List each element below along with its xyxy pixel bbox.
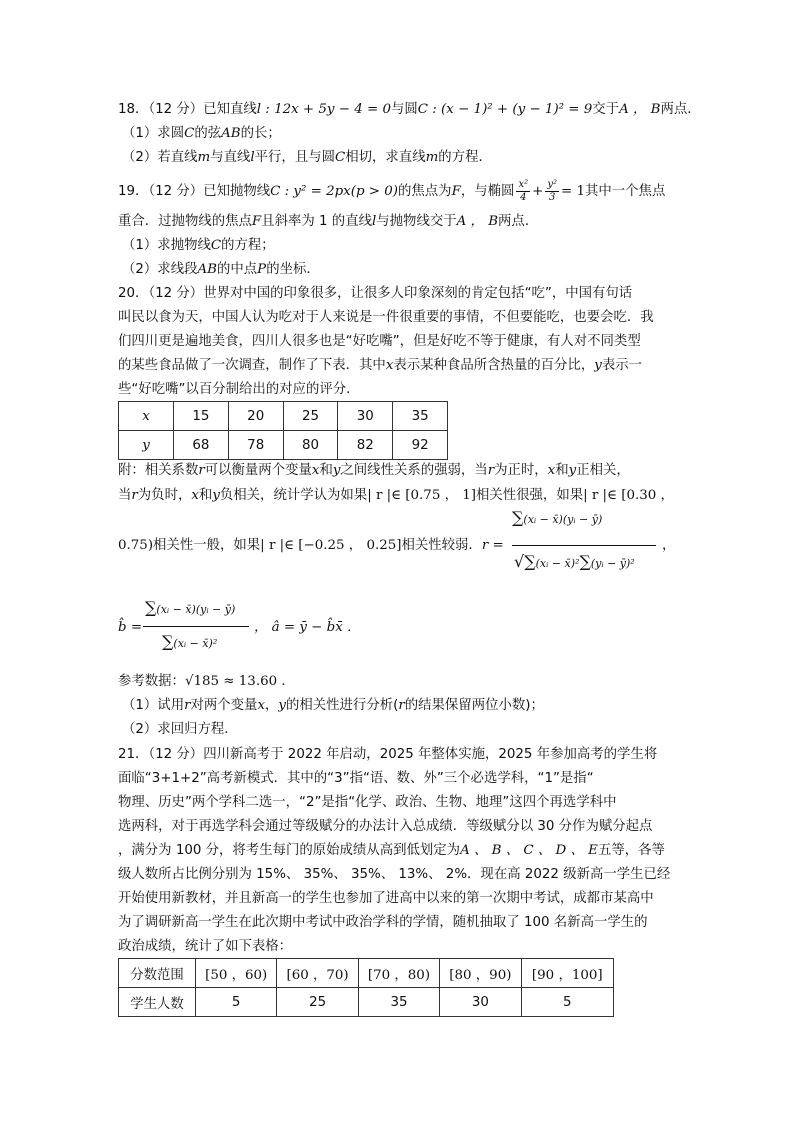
q20-line4: 的某些食品做了一次调查，制作了下表．其中x表示某种食品所含热量的百分比，y表示一 (118, 358, 642, 373)
q20-reference: 参考数据：√185 ≈ 13.60 ． (118, 674, 295, 689)
q21-line1: 21．（12 分）四川新高考于 2022 年启动，2025 年整体实施，2025 年参加高考的学生将 (118, 747, 658, 762)
r-fraction-bar (512, 545, 656, 546)
q21-line9: 政治成绩，统计了如下表格： (118, 939, 293, 954)
q20-line5: 些“好吃嘴”以百分制给出的对应的评分． (118, 382, 360, 397)
a-hat-formula: ， â = ȳ − b̂x̄ ． (254, 620, 361, 635)
q20-line2: 叫民以食为天，中国人认为吃对于人来说是一件很重要的事情，不但要能吃，也要会吃．我 (118, 310, 654, 325)
q21-line6: 级人数所占比例分别为 15%、 35%、 35%、 13%、 2%．现在高 2022 级新高一学生已经 (118, 867, 671, 882)
q18-stem: 18．（12 分）已知直线l : 12x + 5y − 4 = 0与圆C : (x − 1)² + (y − 1)² = 9交于A ， B两点． (118, 102, 701, 117)
q20-note-line3: 0.75)相关性一般，如果| r |∈ [−0.25 ， 0.25]相关性较弱．r = (118, 538, 504, 553)
q19-part1: （1）求抛物线C的方程； (122, 238, 275, 253)
b-formula-denominator: ∑(xᵢ − x̄)² (162, 632, 218, 651)
q20-part1: （1）试用r对两个变量x，y的相关性进行分析(r的结果保留两位小数)； (122, 698, 544, 713)
q20-note-line1: 附：相关系数r可以衡量两个变量x和y之间线性关系的强弱，当r为正时，x和y正相关， (118, 463, 630, 478)
q19-stem-2: 重合．过抛物线的焦点F且斜率为 1 的直线l与抛物线交于A ， B两点． (118, 214, 539, 229)
r-formula-denominator: √∑(xᵢ − x̄)²∑(yᵢ − ȳ)² (514, 552, 635, 571)
q19-stem: 19．（12 分）已知抛物线C : y² = 2px(p > 0)的焦点为F，与椭圆 $\frac{\text{x²}}{4}$ + $\frac{\text{y²}}{3}$ = 1其中一个焦点 (118, 178, 666, 203)
q19-part2: （2）求线段AB的中点P的坐标． (122, 262, 320, 277)
r-formula-numerator: ∑(xᵢ − x̄)(yᵢ − ȳ) (512, 508, 603, 527)
q18-part1: （1）求圆C的弦AB的长； (122, 126, 281, 141)
q20-line3: 们四川更是遍地美食，四川人很多也是“好吃嘴”，但是好吃不等于健康，有人对不同类型 (118, 334, 641, 349)
q20-line1: 20．（12 分）世界对中国的印象很多，让很多人印象深刻的肯定包括“吃”，中国有句话 (118, 286, 633, 301)
q21-line5: ，满分为 100 分，将考生每门的原始成绩从高到低划定为A 、 B 、 C 、 D 、 E五等，各等 (118, 843, 665, 858)
q21-line8: 为了调研新高一学生在此次期中考试中政治学科的学情，随机抽取了 100 名新高一学生的 (118, 915, 648, 930)
q20-part2: （2）求回归方程． (122, 722, 238, 737)
table-row: 学生人数 5 25 35 30 5 (119, 988, 614, 1017)
q21-line4: 选两科，对于再选学科会通过等级赋分的办法计入总成绩．等级赋分以 30 分作为赋分起点 (118, 819, 653, 834)
b-hat-label: b̂ = (118, 620, 143, 635)
q21-line2: 面临“3+1+2”高考新模式．其中的“3”指“语、数、外”三个必选学科，“1”是指“ (118, 771, 594, 786)
q21-line7: 开始使用新教材，并且新高一的学生也参加了进高中以来的第一次期中考试，成都市某高中 (118, 891, 654, 906)
r-comma: ， (662, 538, 676, 553)
b-fraction-bar (143, 626, 249, 627)
table-row: x 15 20 25 30 35 (119, 402, 448, 431)
table-row: 分数范围 [50 ，60) [60 ，70) [70 ，80) [80 ，90) [90 ，100] (119, 959, 614, 988)
q20-data-table (118, 401, 448, 460)
q20-note-line2: 当r为负时，x和y负相关，统计学认为如果| r |∈ [0.75 ， 1]相关性很强，如果| r |∈ [0.30 ， (118, 488, 674, 503)
ellipse-frac-y: $\frac{\text{y²}}{3}$ (547, 178, 557, 203)
b-formula-numerator: ∑(xᵢ − x̄)(yᵢ − ȳ) (145, 598, 236, 617)
ellipse-frac-x: $\frac{\text{x²}}{4}$ (518, 178, 529, 203)
q18-part2: （2）若直线m与直线l平行，且与圆C相切，求直线m的方程． (122, 150, 492, 165)
q21-score-table (118, 958, 614, 1017)
q21-line3: 物理、历史”两个学科二选一，“2”是指“化学、政治、生物、地理”这四个再选学科中 (118, 795, 617, 810)
table-row: y 68 78 80 82 92 (119, 431, 448, 460)
